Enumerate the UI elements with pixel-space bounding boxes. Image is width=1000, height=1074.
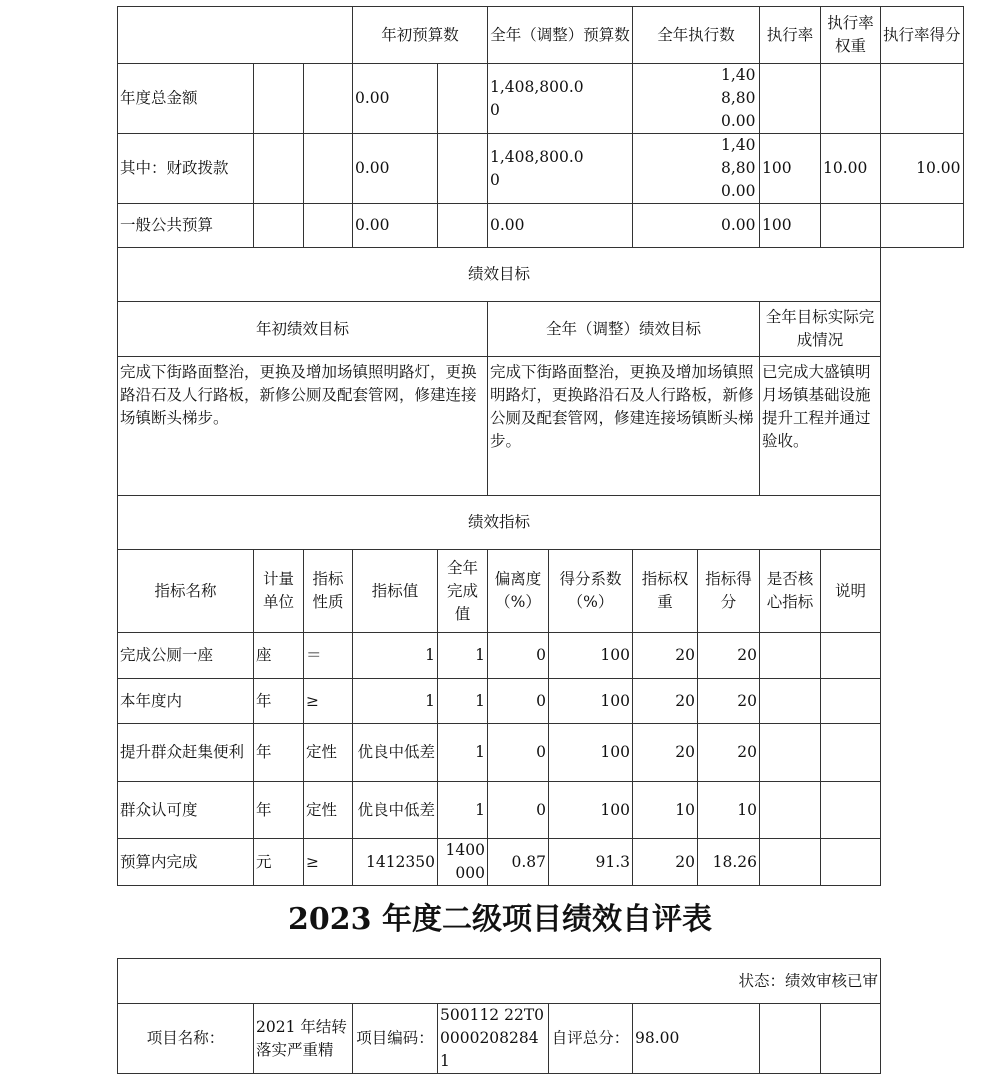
indicators-section-row: [118, 496, 964, 550]
ind-actual: 1: [438, 782, 488, 839]
cell-blank: [304, 134, 353, 204]
ind-actual: 1: [438, 679, 488, 724]
budget-row-label: 一般公共预算: [118, 204, 254, 248]
ind-name: 提升群众赶集便利: [118, 724, 254, 782]
budget-weight: [821, 204, 881, 248]
ind-unit: 元: [254, 839, 304, 886]
project-code-label: 项目编码：: [353, 1004, 438, 1074]
goals-section-title: 绩效目标: [118, 248, 881, 302]
ind-weight: 10: [633, 782, 698, 839]
budget-score: [881, 204, 964, 248]
cell-blank: [254, 64, 304, 134]
budget-executed: 1,408,800.00: [633, 64, 760, 134]
goals-initial-text: 完成下街路面整治，更换及增加场镇照明路灯，更换路沿石及人行路板，新修公厕及配套管网，修建连接场镇断头梯步。: [118, 357, 488, 496]
ind-header-value: 指标值: [353, 550, 438, 633]
ind-value: 优良中低差: [353, 782, 438, 839]
ind-core: [760, 782, 821, 839]
ind-actual: 1: [438, 724, 488, 782]
ind-core: [760, 724, 821, 782]
indicator-row: [118, 839, 964, 886]
ind-coef: 100: [549, 633, 633, 679]
ind-nature: ≥: [304, 679, 353, 724]
budget-executed: 1,408,800.00: [633, 134, 760, 204]
ind-header-coef: 得分系数（%）: [549, 550, 633, 633]
ind-unit: 年: [254, 724, 304, 782]
self-eval-title: 2023 年度二级项目绩效自评表: [288, 902, 712, 937]
indicator-row: [118, 633, 964, 679]
ind-header-deviation: 偏离度（%）: [488, 550, 549, 633]
budget-score: 10.00: [881, 134, 964, 204]
ind-note: [821, 839, 881, 886]
self-score: 98.00: [633, 1004, 760, 1074]
ind-name: 群众认可度: [118, 782, 254, 839]
goals-actual-text: 已完成大盛镇明月场镇基础设施提升工程并通过验收。: [760, 357, 881, 496]
ind-value: 1: [353, 633, 438, 679]
ind-weight: 20: [633, 839, 698, 886]
ind-unit: 年: [254, 679, 304, 724]
ind-value: 1: [353, 679, 438, 724]
budget-rate: [760, 64, 821, 134]
indicator-row: [118, 679, 964, 724]
ind-core: [760, 633, 821, 679]
ind-weight: 20: [633, 724, 698, 782]
budget-rate: 100: [760, 204, 821, 248]
goals-adjusted-header: 全年（调整）绩效目标: [488, 302, 760, 357]
status-text: 状态：绩效审核已审: [118, 959, 881, 1004]
ind-unit: 座: [254, 633, 304, 679]
budget-row-label: 其中：财政拨款: [118, 134, 254, 204]
budget-adjusted: 1,408,800.00: [488, 134, 633, 204]
ind-value: 1412350: [353, 839, 438, 886]
ind-header-note: 说明: [821, 550, 881, 633]
budget-weight: 10.00: [821, 134, 881, 204]
ind-weight: 20: [633, 679, 698, 724]
header-executed: 全年执行数: [633, 7, 760, 64]
ind-header-weight: 指标权重: [633, 550, 698, 633]
ind-weight: 20: [633, 633, 698, 679]
ind-score: 20: [698, 679, 760, 724]
ind-score: 18.26: [698, 839, 760, 886]
budget-score: [881, 64, 964, 134]
budget-weight: [821, 64, 881, 134]
project-row: [118, 1004, 881, 1074]
cell-blank: [821, 1004, 881, 1074]
goals-content-row: [118, 357, 964, 496]
budget-row: [118, 204, 964, 248]
budget-rate: 100: [760, 134, 821, 204]
ind-deviation: 0: [488, 782, 549, 839]
ind-deviation: 0: [488, 633, 549, 679]
ind-value: 优良中低差: [353, 724, 438, 782]
goals-adjusted-text: 完成下街路面整治，更换及增加场镇照明路灯，更换路沿石及人行路板，新修公厕及配套管网，修建连接场镇断头梯步。: [488, 357, 760, 496]
ind-coef: 100: [549, 679, 633, 724]
ind-note: [821, 724, 881, 782]
budget-row: [118, 64, 964, 134]
budget-adjusted: 1,408,800.00: [488, 64, 633, 134]
ind-coef: 100: [549, 782, 633, 839]
cell-blank: [254, 134, 304, 204]
cell-blank: [304, 64, 353, 134]
ind-header-name: 指标名称: [118, 550, 254, 633]
indicator-row: [118, 782, 964, 839]
ind-note: [821, 782, 881, 839]
cell-blank: [438, 64, 488, 134]
ind-name: 完成公厕一座: [118, 633, 254, 679]
ind-coef: 100: [549, 724, 633, 782]
goals-actual-header: 全年目标实际完成情况: [760, 302, 881, 357]
indicators-header-row: [118, 550, 964, 633]
ind-core: [760, 679, 821, 724]
self-score-label: 自评总分：: [549, 1004, 633, 1074]
ind-nature: ＝: [304, 633, 353, 679]
ind-header-nature: 指标性质: [304, 550, 353, 633]
indicator-row: [118, 724, 964, 782]
cell-blank: [438, 204, 488, 248]
header-rate: 执行率: [760, 7, 821, 64]
budget-executed: 0.00: [633, 204, 760, 248]
budget-initial: 0.00: [353, 204, 438, 248]
ind-deviation: 0: [488, 679, 549, 724]
header-rate-score: 执行率得分: [881, 7, 964, 64]
header-adjusted-budget: 全年（调整）预算数: [488, 7, 633, 64]
header-blank: [118, 7, 353, 64]
ind-header-core: 是否核心指标: [760, 550, 821, 633]
ind-note: [821, 633, 881, 679]
ind-score: 20: [698, 633, 760, 679]
header-initial-budget: 年初预算数: [353, 7, 488, 64]
budget-row: [118, 134, 964, 204]
goals-header-row: [118, 302, 964, 357]
budget-initial: 0.00: [353, 64, 438, 134]
ind-note: [821, 679, 881, 724]
ind-nature: ≥: [304, 839, 353, 886]
project-name: 2021 年结转落实严重精: [254, 1004, 353, 1074]
ind-nature: 定性: [304, 724, 353, 782]
self-eval-table: [117, 958, 881, 1074]
goals-initial-header: 年初绩效目标: [118, 302, 488, 357]
ind-core: [760, 839, 821, 886]
ind-header-actual: 全年完成值: [438, 550, 488, 633]
ind-name: 本年度内: [118, 679, 254, 724]
budget-row-label: 年度总金额: [118, 64, 254, 134]
ind-coef: 91.3: [549, 839, 633, 886]
ind-deviation: 0: [488, 724, 549, 782]
header-rate-weight: 执行率权重: [821, 7, 881, 64]
budget-adjusted: 0.00: [488, 204, 633, 248]
ind-actual: 1: [438, 633, 488, 679]
performance-table: [117, 6, 964, 886]
cell-blank: [304, 204, 353, 248]
cell-blank: [438, 134, 488, 204]
ind-header-unit: 计量单位: [254, 550, 304, 633]
ind-score: 20: [698, 724, 760, 782]
budget-header-row: [118, 7, 964, 64]
cell-blank: [254, 204, 304, 248]
project-code: 500112 22T000002082841: [438, 1004, 549, 1074]
ind-nature: 定性: [304, 782, 353, 839]
indicators-section-title: 绩效指标: [118, 496, 881, 550]
goals-section-row: [118, 248, 964, 302]
ind-name: 预算内完成: [118, 839, 254, 886]
ind-deviation: 0.87: [488, 839, 549, 886]
ind-unit: 年: [254, 782, 304, 839]
ind-header-score: 指标得分: [698, 550, 760, 633]
ind-actual: 1400000: [438, 839, 488, 886]
budget-initial: 0.00: [353, 134, 438, 204]
ind-score: 10: [698, 782, 760, 839]
project-name-label: 项目名称：: [118, 1004, 254, 1074]
status-row: [118, 959, 881, 1004]
cell-blank: [760, 1004, 821, 1074]
